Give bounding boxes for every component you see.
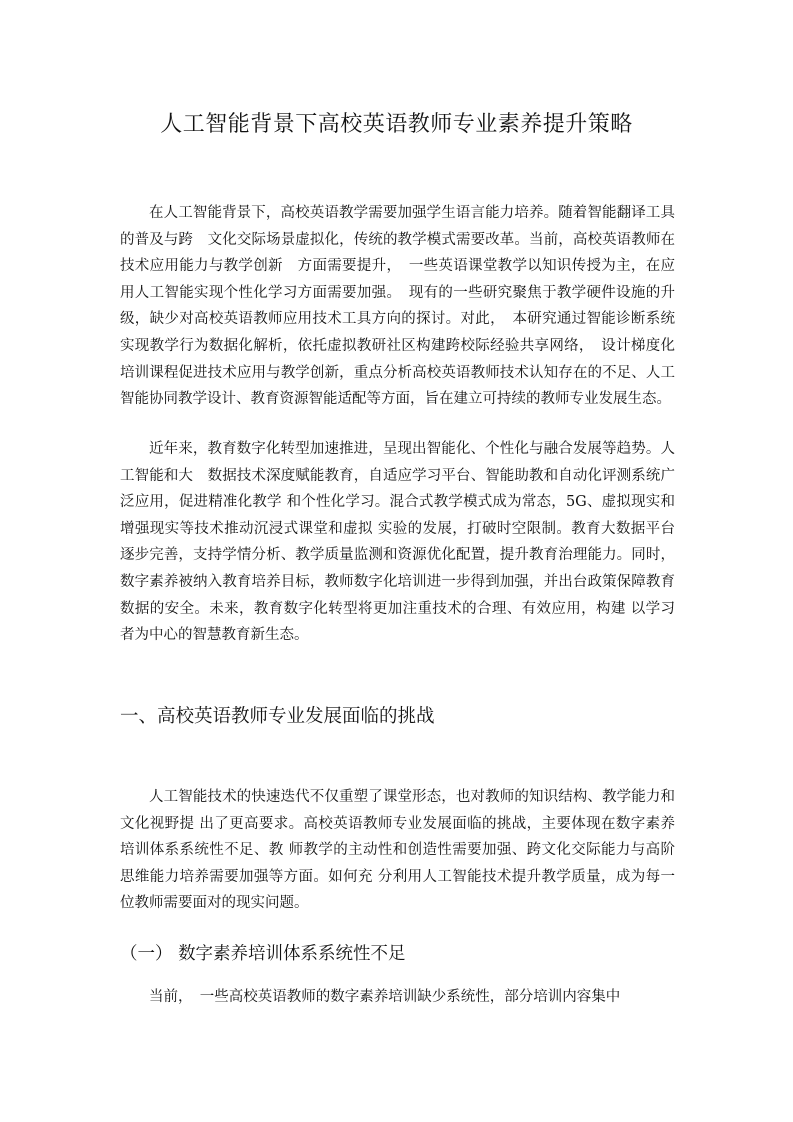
subsection-paragraph: 当前， 一些高校英语教师的数字素养培训缺少系统性，部分培训内容集中 bbox=[149, 989, 621, 1005]
intro-paragraph-1: 在人工智能背景下，高校英语教学需要加强学生语言能力培养。随着智能翻译工具的普及与跨 文化交际场景虚拟化，传统的教学模式需要改革。当前，高校英语教师在技术应用能力与教学创新 方面需要提升， 一些英语课堂教学以知识传授为主，在应用人工智能实现个性化学习方面需要加强。 现有的一些研究聚焦于教学硬件设施的升级，缺少对高校英语教师应用技术工具方向的探讨。对此， 本研究通过智能诊断系统实现教学行为数据化解析，依托虚拟教研社区构建跨校际经验共享网络， 设计梯度化培训课程促进技术应用与教学创新，重点分析高校英语教师技术认知存在的不足、人工 智能协同教学设计、教育资源智能适配等方面，旨在建立可持续的教师专业发展生态。 bbox=[120, 205, 690, 408]
section-paragraph: 人工智能技术的快速迭代不仅重塑了课堂形态，也对教师的知识结构、教学能力和文化视野提 出了更高要求。高校英语教师专业发展面临的挑战，主要体现在数字素养培训体系系统性不足、教 师教学的主动性和创造性需要加强、跨文化交际能力与高阶思维能力培养需要加强等方面。如何充 分利用人工智能技术提升教学质量，成为每一位教师需要面对的现实问题。 bbox=[120, 789, 675, 912]
subsection-heading: （一） 数字素养培训体系系统性不足 bbox=[120, 944, 406, 964]
document-title: 人工智能背景下高校英语教师专业素养提升策略 bbox=[160, 112, 633, 137]
section-heading: 一、高校英语教师专业发展面临的挑战 bbox=[120, 706, 435, 727]
intro-paragraph-2: 近年来，教育数字化转型加速推进，呈现出智能化、个性化与融合发展等趋势。人工智能和大 数据技术深度赋能教育，自适应学习平台、智能助教和自动化评测系统广泛应用，促进精准化教学 和个性化学习。混合式教学模式成为常态，5G、虚拟现实和增强现实等技术推动沉浸式课堂和虚拟 实验的发展，打破时空限制。教育大数据平台逐步完善，支持学情分析、教学质量监测和资源优化配置，提升教育治理能力。同时，数字素养被纳入教育培养目标，教师数字化培训进一步得到加强，并出台政策保障教育数据的安全。未来，教育数字化转型将更加注重技术的合理、有效应用，构建 以学习者为中心的智慧教育新生态。 bbox=[120, 441, 675, 644]
